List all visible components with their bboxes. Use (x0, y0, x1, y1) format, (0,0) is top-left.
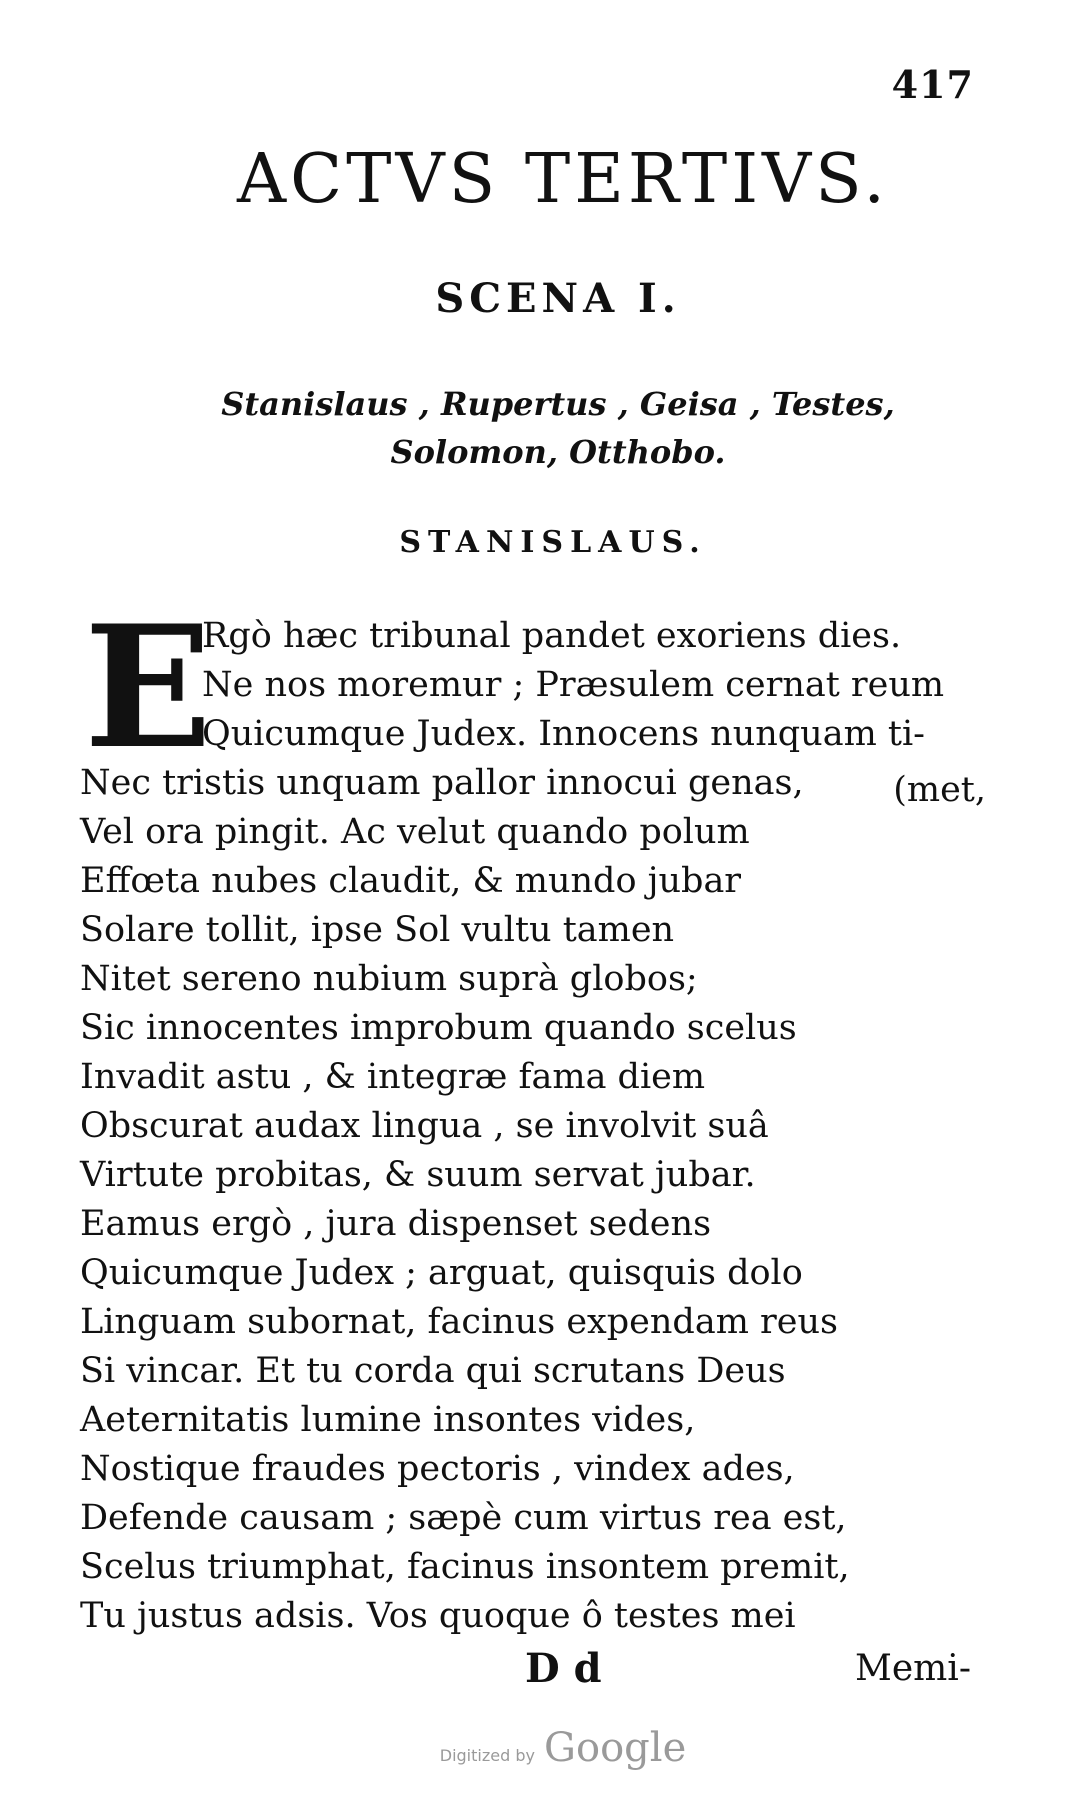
verse-line: Defende causam ; sæpè cum virtus rea est, (80, 1498, 847, 1538)
verse-line: Effœta nubes claudit, & mundo jubar (80, 861, 742, 901)
verse-line: Si vincar. Et tu corda qui scrutans Deus (80, 1351, 786, 1391)
watermark-prefix: Digitized by (439, 1746, 535, 1765)
verse-line: Tu justus adsis. Vos quoque ô testes mei (80, 1596, 796, 1636)
verse-line: Nitet sereno nubium suprà globos; (80, 959, 698, 999)
verse-block (80, 588, 980, 1641)
verse-line: Aeternitatis lumine insontes vides, (80, 1400, 696, 1440)
watermark-brand: Google (544, 1725, 687, 1771)
drop-cap: E (84, 588, 213, 786)
verse-line: Virtute probitas, & suum servat jubar. (80, 1155, 756, 1195)
verse-line: Quicumque Judex ; arguat, quisquis dolo (80, 1253, 803, 1293)
digitized-watermark (0, 1725, 1086, 1771)
verse-line: Invadit astu , & integræ fama diem (80, 1057, 706, 1097)
turnover-word: (met, (893, 770, 986, 810)
verse-line: Nec tristis unquam pallor innocui genas, (80, 763, 804, 803)
scene-title: SCENA I. (435, 275, 681, 322)
act-title: ACTVS TERTIVS. (237, 140, 889, 219)
verse-line: Nostique fraudes pectoris , vindex ades, (80, 1449, 795, 1489)
verse-line: Ne nos moremur ; Præsulem cernat reum (202, 665, 945, 705)
verse-line: Quicumque Judex. Innocens nunquam ti- (202, 714, 925, 754)
verse-line: Obscurat audax lingua , se involvit suâ (80, 1106, 769, 1146)
personae-line: Solomon, Otthobo. (390, 433, 726, 471)
speaker-name: STANISLAUS. (399, 525, 707, 560)
personae-line: Stanislaus , Rupertus , Geisa , Testes, (221, 385, 895, 423)
verse-line: Linguam subornat, facinus expendam reus (80, 1302, 838, 1342)
verse-line: Solare tollit, ipse Sol vultu tamen (80, 910, 675, 950)
dramatis-personae (0, 380, 1086, 476)
verse-line: Rgò hæc tribunal pandet exoriens dies. (202, 616, 902, 656)
page-number: 417 (891, 62, 974, 107)
verse-line: Scelus triumphat, facinus insontem premit, (80, 1547, 850, 1587)
verse-line: Vel ora pingit. Ac velut quando polum (80, 812, 750, 852)
verse-line: Sic innocentes improbum quando scelus (80, 1008, 797, 1048)
catchword: Memi- (855, 1648, 971, 1689)
signature-mark: D d (525, 1645, 602, 1692)
verse-line: Eamus ergò , jura dispenset sedens (80, 1204, 712, 1244)
